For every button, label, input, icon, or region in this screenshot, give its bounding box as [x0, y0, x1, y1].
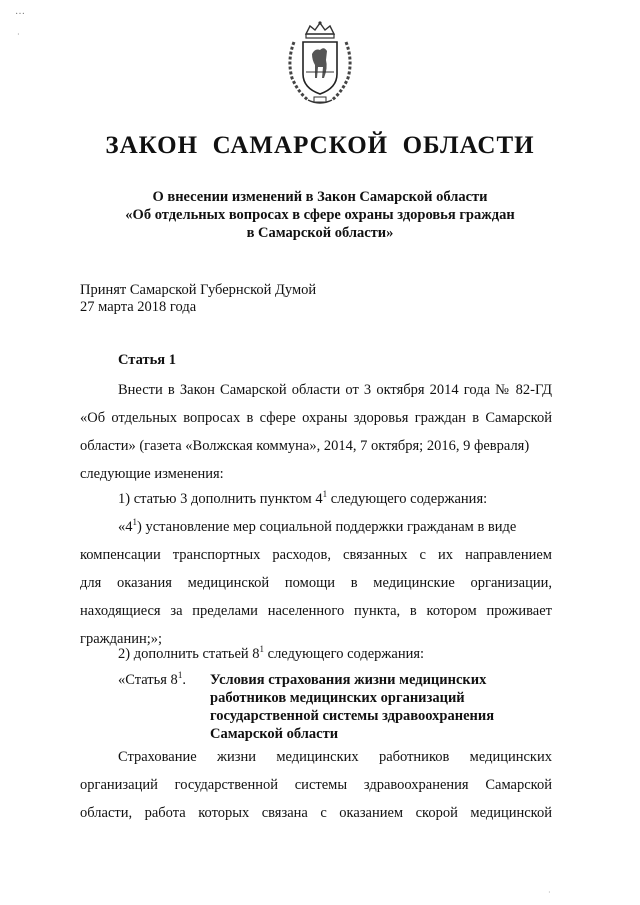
quote-line: гражданин;»; [80, 631, 163, 647]
paragraph-line: следующие изменения: [80, 466, 224, 482]
amendment-item-1: 1) статью 3 дополнить пунктом $4^1$ следующего содержания: [118, 489, 488, 507]
article-title-line: работников медицинских организаций [210, 690, 465, 706]
paragraph-line: области, работа которых связана с оказанием скорой медицинской [80, 805, 552, 821]
acceptance-date: 27 марта 2018 года [80, 299, 197, 315]
law-title: ЗАКОН САМАРСКОЙ ОБЛАСТИ [105, 132, 535, 159]
article-8-1-label: «Статья $8^1$. [118, 670, 186, 688]
article-title-line: Условия страхования жизни медицинских [210, 672, 487, 688]
article-8-1-title [210, 671, 494, 743]
article-title-line: Самарской области [210, 726, 339, 742]
acceptance-note [80, 282, 316, 316]
subtitle-line: в Самарской области» [246, 225, 394, 241]
quote-line: для оказания медицинской помощи в медицинские организации, [80, 575, 552, 591]
article-title-line: государственной системы здравоохранения [210, 708, 495, 724]
amendment-item-2: 2) дополнить статьей $8^1$ следующего содержания: [118, 644, 425, 662]
paragraph-line: Страхование жизни медицинских работников медицинских [118, 749, 552, 765]
acceptance-line: Принят Самарской Губернской Думой [80, 282, 317, 298]
coat-of-arms-emblem [284, 20, 356, 108]
paragraph-line: Внести в Закон Самарской области от 3 октября 2014 года № 82-ГД [118, 382, 552, 398]
quote-line: находящиеся за пределами населенного пункта, в котором проживает [80, 603, 552, 619]
article-1-heading: Статья 1 [118, 352, 176, 368]
margin-mark: · [17, 30, 20, 39]
quote-line: «$4^1$) установление мер социальной поддержки гражданам в виде [118, 517, 517, 535]
page-mark: · [548, 888, 551, 897]
margin-mark: … [15, 6, 25, 17]
paragraph-line: «Об отдельных вопросах в сфере охраны здоровья граждан в Самарской [80, 410, 552, 426]
quote-line: компенсации транспортных расходов, связанных с их направлением [80, 547, 552, 563]
paragraph-line: организаций государственной системы здравоохранения Самарской [80, 777, 552, 793]
subtitle-line: «Об отдельных вопросах в сфере охраны здоровья граждан [125, 207, 515, 223]
paragraph-line: области» (газета «Волжская коммуна», 2014, 7 октября; 2016, 9 февраля) [80, 438, 530, 454]
subtitle-line: О внесении изменений в Закон Самарской области [152, 189, 488, 205]
law-subtitle [90, 188, 550, 242]
